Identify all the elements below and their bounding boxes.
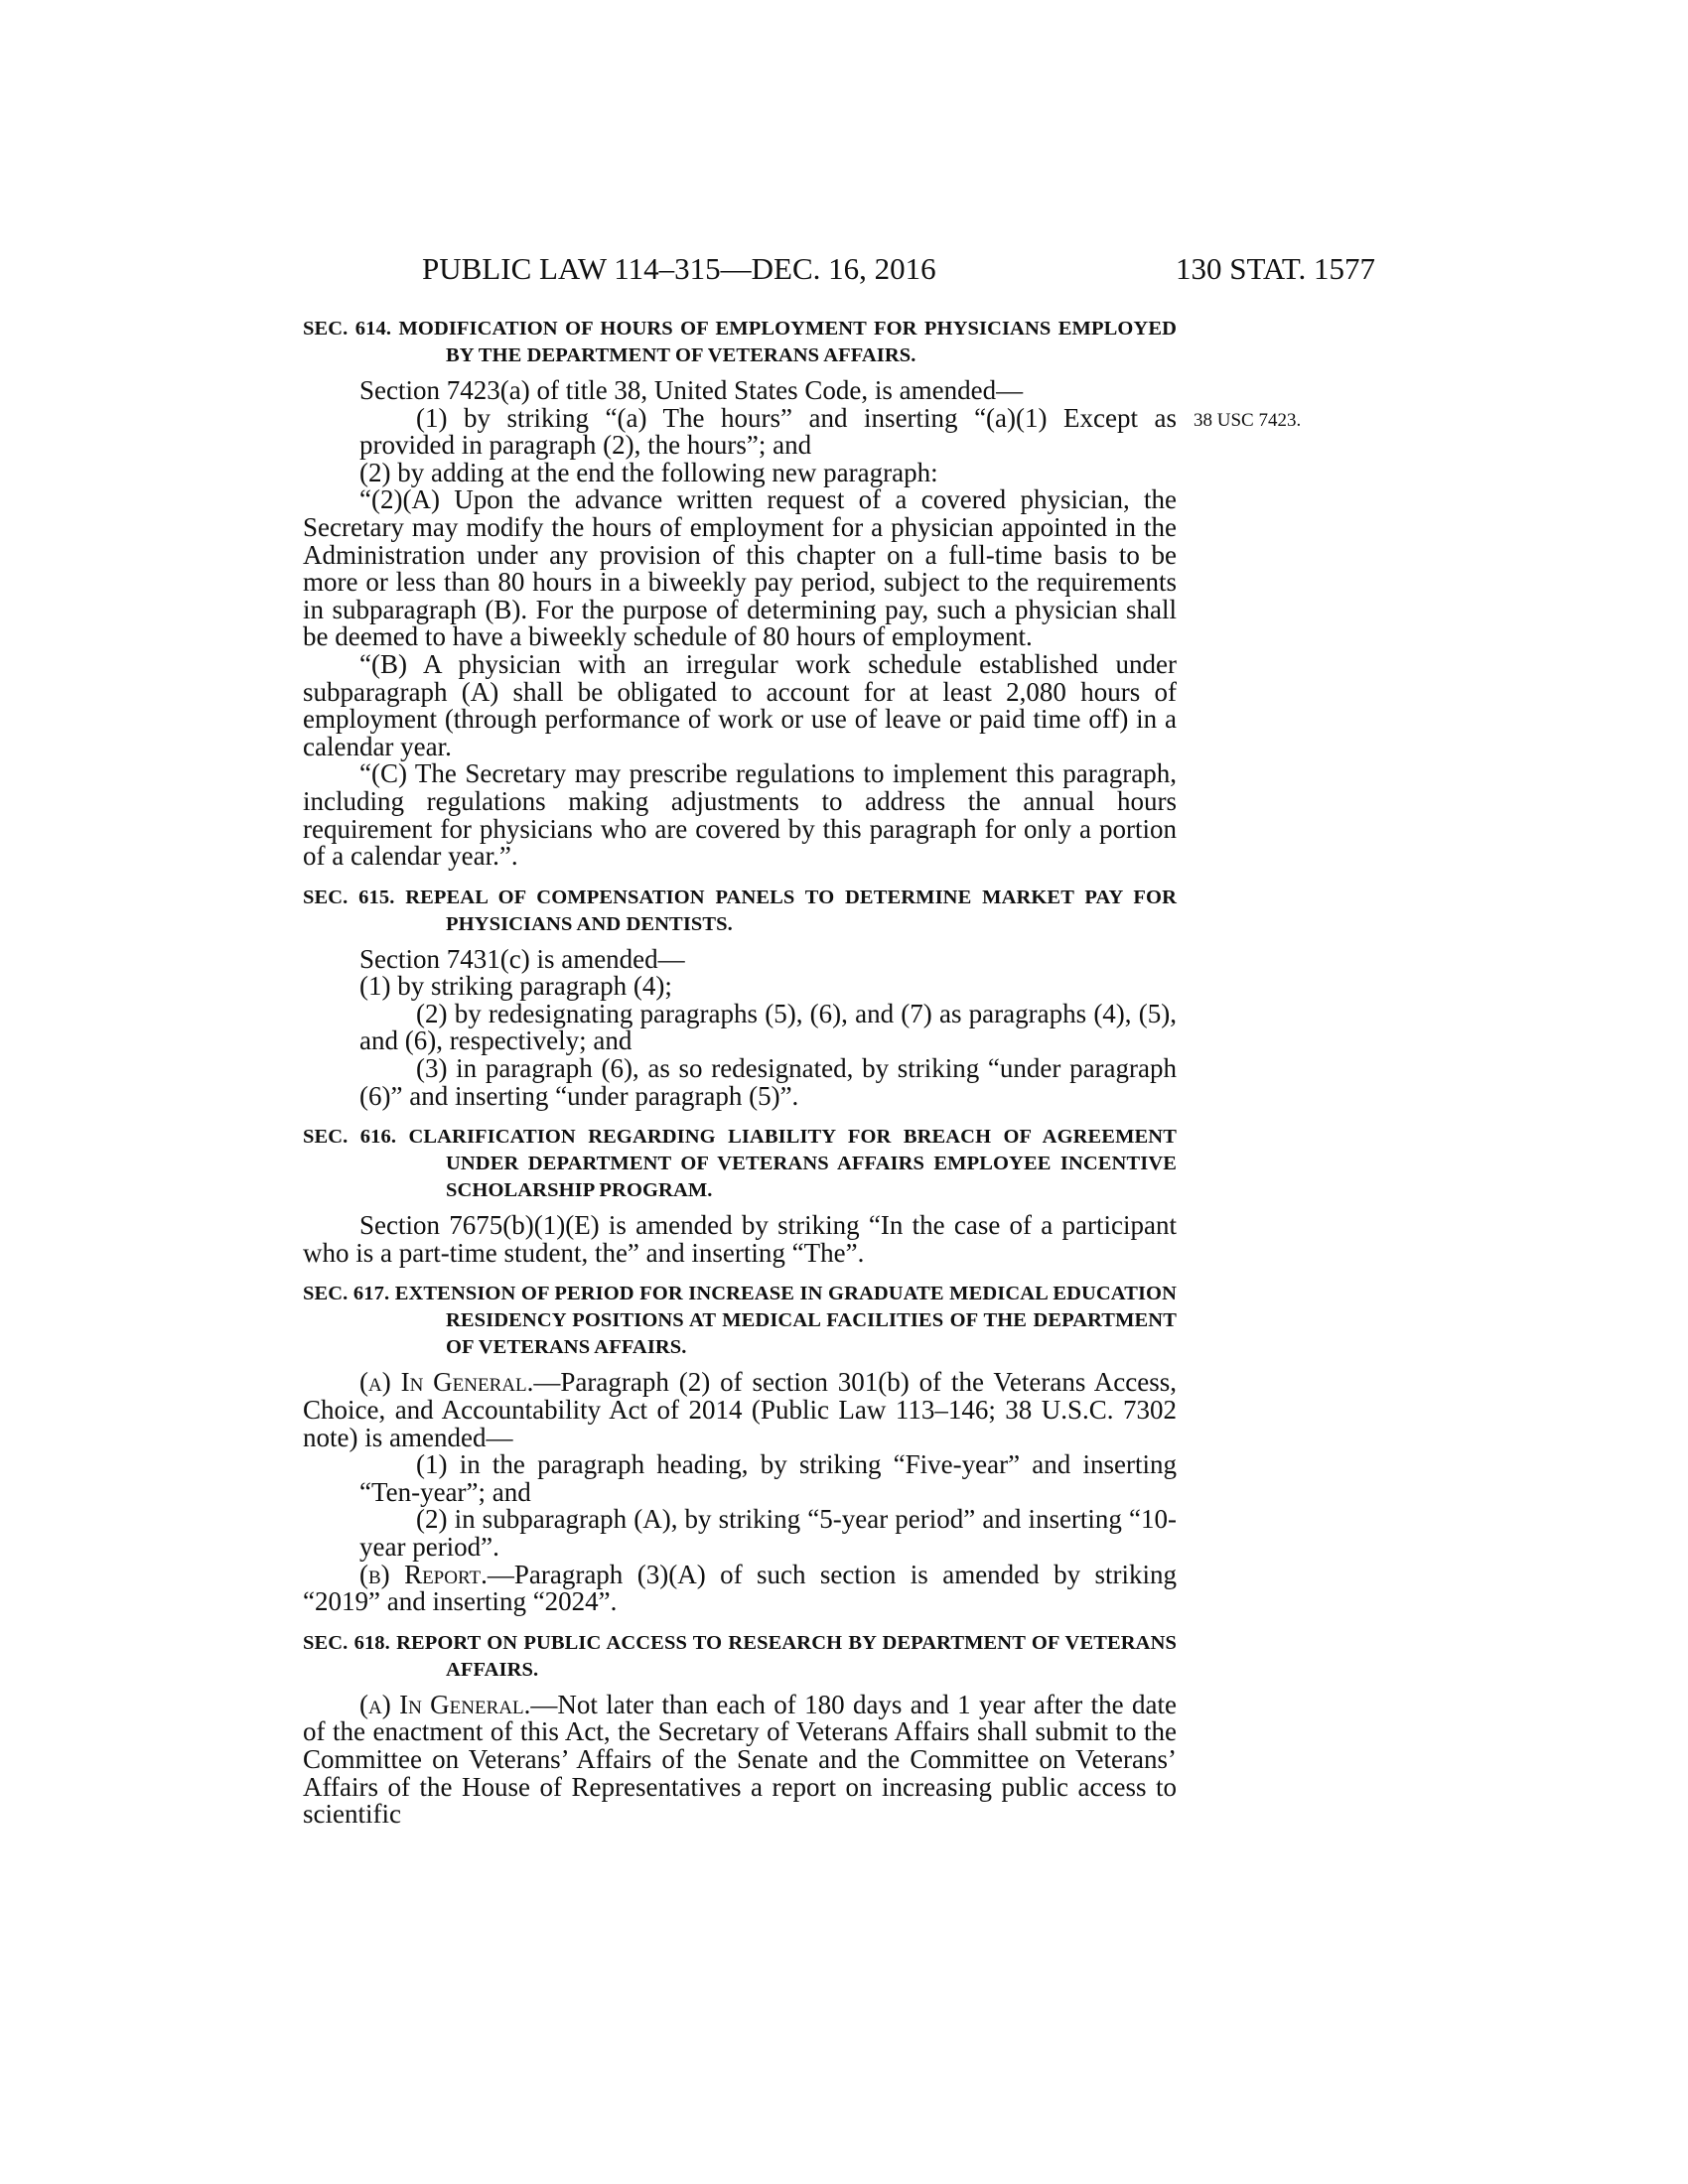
section-text: Section 7675(b)(1)(E) is amended by striking “In the case of a participant who is a part-time student, the” and inserting “The”. (303, 1210, 1177, 1268)
subsection-label: (a) In General. (359, 1367, 534, 1398)
subsection-a (303, 1369, 1177, 1451)
section-615 (303, 885, 1177, 1111)
subsection-label: (b) Report. (359, 1559, 488, 1589)
amendment-item: (3) in paragraph (6), as so redesignated, by striking “under paragraph (6)” and inserting “under paragraph (5)”. (359, 1053, 1177, 1111)
section-heading: SEC. 614. MODIFICATION OF HOURS OF EMPLOYMENT FOR PHYSICIANS EMPLOYED BY THE DEPARTMENT OF VETERANS AFFAIRS. (303, 318, 1177, 366)
section-617 (303, 1281, 1177, 1615)
amendment-item: (1) by striking “(a) The hours” and inserting “(a)(1) Except as provided in paragraph (2), the hours”; and (359, 402, 1177, 461)
section-text: Section 7431(c) is amended— (359, 943, 685, 974)
subsection-b (303, 1559, 1177, 1617)
usc-margin-note: 38 USC 7423. (1194, 410, 1302, 431)
section-614 (303, 316, 1177, 871)
quoted-text: “(2)(A) Upon the advance written request of a covered physician, the Secretary may modify the hours of employment for a physician appointed in the Administration under any provision of this chapter on a full-time basis to be more or less than 80 hours in a biweekly pay period, subject to the requirements in subparagraph (B). For the purpose of determining pay, such a physician shall be deemed to have a biweekly schedule of 80 hours of employment. (303, 484, 1177, 652)
subsection-text: —Not later than each of 180 days and 1 year after the date of the enactment of this Act, the Secretary of Veterans Affairs shall submit to the Committee on Veterans’ Affairs of the Senate and the Committee on Veterans’ Affairs of the House of Representatives a report on increasing public access to scientific (303, 1689, 1177, 1830)
section-heading: SEC. 617. EXTENSION OF PERIOD FOR INCREASE IN GRADUATE MEDICAL EDUCATION RESIDENCY POSITIONS AT MEDICAL FACILITIES OF THE DEPARTMENT OF VETERANS AFFAIRS. (303, 1283, 1177, 1359)
subsection-label: (a) In General. (359, 1689, 531, 1719)
amendment-item: (1) in the paragraph heading, by striking “Five-year” and inserting “Ten-year”; and (359, 1449, 1177, 1507)
subsection-a (303, 1689, 1177, 1830)
section-heading: SEC. 618. REPORT ON PUBLIC ACCESS TO RESEARCH BY DEPARTMENT OF VETERANS AFFAIRS. (303, 1631, 1177, 1681)
amendment-item: (2) in subparagraph (A), by striking “5-year period” and inserting “10-year period”. (359, 1504, 1177, 1562)
document-body (303, 316, 1177, 1829)
section-618 (303, 1630, 1177, 1829)
amendment-item: (1) by striking paragraph (4); (359, 971, 672, 1002)
section-heading: SEC. 616. CLARIFICATION REGARDING LIABILITY FOR BREACH OF AGREEMENT UNDER DEPARTMENT OF VETERANS AFFAIRS EMPLOYEE INCENTIVE SCHOLARSHIP PROGRAM. (303, 1126, 1177, 1202)
quoted-text: “(B) A physician with an irregular work schedule established under subparagraph (A) shall be obligated to account for at least 2,080 hours of employment (through performance of work or use of leave or paid time off) in a calendar year. (303, 648, 1177, 761)
quoted-text: “(C) The Secretary may prescribe regulations to implement this paragraph, including regulations making adjustments to address the annual hours requirement for physicians who are covered by this paragraph for only a portion of a calendar year.”. (303, 758, 1177, 872)
amendment-item: (2) by redesignating paragraphs (5), (6), and (7) as paragraphs (4), (5), and (6), respectively; and (359, 998, 1177, 1056)
amendment-item: (2) by adding at the end the following new paragraph: (359, 457, 938, 487)
running-header (422, 249, 1375, 289)
subsection-text: —Paragraph (2) of section 301(b) of the Veterans Access, Choice, and Accountability Act of 2014 (Public Law 113–146; 38 U.S.C. 7302 note) is amended— (303, 1367, 1177, 1452)
page-number: 130 STAT. 1577 (1175, 251, 1375, 286)
section-heading: SEC. 615. REPEAL OF COMPENSATION PANELS TO DETERMINE MARKET PAY FOR PHYSICIANS AND DENTISTS. (303, 886, 1177, 935)
law-title: PUBLIC LAW 114–315—DEC. 16, 2016 (422, 251, 936, 286)
section-text: Section 7423(a) of title 38, United States Code, is amended— (359, 375, 1024, 405)
section-616 (303, 1124, 1177, 1267)
subsection-text: —Paragraph (3)(A) of such section is amended by striking “2019” and inserting “2024”. (303, 1559, 1177, 1617)
